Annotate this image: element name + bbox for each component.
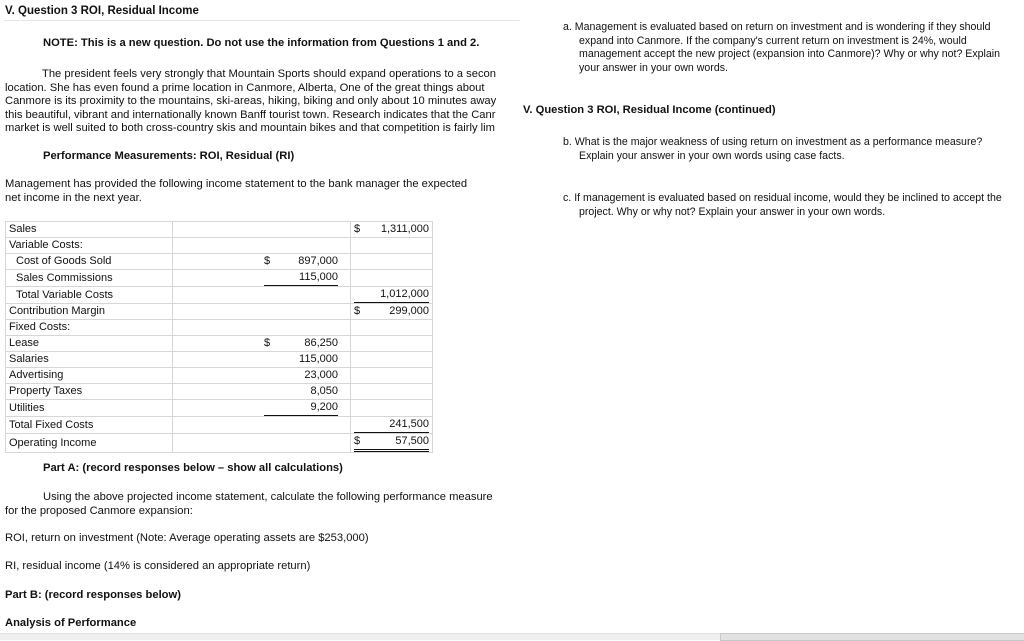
amount-value: 299,000	[389, 305, 429, 317]
question-a	[563, 21, 1018, 75]
table-row	[6, 304, 433, 320]
line-item-label: Advertising	[6, 368, 173, 384]
table-row	[6, 336, 433, 352]
paragraph-line: location. She has even found a prime location in Canmore, Alberta, One of the great things about	[5, 81, 485, 94]
question-letter: c.	[563, 192, 572, 204]
question-c	[563, 192, 1018, 219]
income-statement-table	[5, 221, 433, 453]
note-text: NOTE: This is a new question. Do not use the information from Questions 1 and 2.	[43, 37, 480, 49]
total-amount-cell	[351, 270, 433, 287]
question-text: Management is evaluated based on return on investment and is wondering if they should expand into Canmore. If the company's current return on investment is 24%, would management accept the new project (expansion into Canmore)? Why or why not? Explain your answer in your own words.	[574, 21, 1001, 74]
total-amount-cell	[351, 304, 433, 320]
total-amount-cell	[351, 434, 433, 453]
total-amount-cell	[351, 400, 433, 417]
line-item-label: Fixed Costs:	[6, 320, 173, 336]
table-row	[6, 400, 433, 417]
detail-amount-cell	[173, 417, 351, 434]
line-item-label: Property Taxes	[6, 384, 173, 400]
detail-amount-cell	[173, 238, 351, 254]
total-amount-cell	[351, 287, 433, 304]
table-row	[6, 434, 433, 453]
question-letter: a.	[563, 21, 572, 33]
scenario-paragraph	[5, 68, 506, 136]
amount-value: 241,500	[389, 418, 429, 430]
question-b	[563, 136, 1018, 163]
part-a-heading: Part A: (record responses below – show all calculations)	[43, 462, 343, 474]
roi-prompt: ROI, return on investment (Note: Average operating assets are $253,000)	[5, 532, 369, 544]
line-item-label: Operating Income	[6, 434, 173, 453]
total-amount-cell	[351, 352, 433, 368]
amount-value: 8,050	[310, 385, 338, 397]
detail-amount-cell	[173, 320, 351, 336]
detail-amount-cell	[173, 336, 351, 352]
amount-value: 9,200	[310, 401, 338, 413]
amount-value: 86,250	[304, 337, 338, 349]
currency-symbol: $	[354, 223, 361, 235]
total-amount-cell	[351, 320, 433, 336]
line-item-label: Utilities	[6, 400, 173, 417]
amount-value: 23,000	[304, 369, 338, 381]
paragraph-line: Using the above projected income statement, calculate the following performance measure	[43, 491, 493, 503]
title-divider	[4, 20, 519, 21]
line-item-label: Lease	[6, 336, 173, 352]
paragraph-line: for the proposed Canmore expansion:	[5, 504, 193, 517]
currency-symbol: $	[354, 435, 361, 447]
currency-symbol: $	[264, 255, 271, 267]
table-row	[6, 417, 433, 434]
paragraph-line: Canmore is its proximity to the mountains, ski-areas, hiking, biking and only about 10 minutes away	[5, 95, 497, 107]
analysis-heading: Analysis of Performance	[5, 617, 137, 629]
amount-value: 115,000	[299, 271, 338, 283]
currency-symbol: $	[264, 337, 271, 349]
amount-value: 1,012,000	[380, 288, 429, 300]
detail-amount-cell	[173, 434, 351, 453]
total-amount-cell	[351, 238, 433, 254]
line-item-label: Total Fixed Costs	[6, 417, 173, 434]
detail-amount-cell	[173, 304, 351, 320]
table-row	[6, 254, 433, 270]
total-amount-cell	[351, 336, 433, 352]
continued-heading: V. Question 3 ROI, Residual Income (continued)	[523, 104, 776, 116]
table-row	[6, 270, 433, 287]
question-text: If management is evaluated based on residual income, would they be inclined to accept the project. Why or why not? Explain your answer in your own words.	[574, 192, 1002, 218]
question-title: V. Question 3 ROI, Residual Income	[5, 5, 199, 17]
detail-amount-cell	[173, 352, 351, 368]
paragraph-line: Management has provided the following income statement to the bank manager the expected	[5, 178, 468, 190]
line-item-label: Sales Commissions	[6, 270, 173, 287]
table-row	[6, 384, 433, 400]
part-b-heading: Part B: (record responses below)	[5, 589, 181, 601]
paragraph-line: net income in the next year.	[5, 191, 142, 204]
detail-amount-cell	[173, 400, 351, 417]
question-letter: b.	[563, 136, 572, 148]
total-amount-cell	[351, 222, 433, 238]
amount-value: 57,500	[395, 435, 429, 447]
detail-amount-cell	[173, 222, 351, 238]
amount-value: 1,311,000	[380, 223, 429, 235]
detail-amount-cell	[173, 287, 351, 304]
line-item-label: Cost of Goods Sold	[6, 254, 173, 270]
paragraph-line: The president feels very strongly that Mountain Sports should expand operations to a secon	[42, 68, 496, 80]
detail-amount-cell	[173, 254, 351, 270]
paragraph-line: market is well suited to both cross-country skis and mountain bikes and that competition is fairly lim	[5, 122, 495, 134]
detail-amount-cell	[173, 270, 351, 287]
amount-value: 897,000	[298, 255, 338, 267]
amount-value: 115,000	[299, 353, 338, 365]
total-amount-cell	[351, 384, 433, 400]
management-paragraph	[5, 178, 467, 205]
table-row	[6, 222, 433, 238]
table-row	[6, 368, 433, 384]
question-text: What is the major weakness of using return on investment as a performance measure? Explain your answer in your own words using case facts.	[574, 136, 983, 162]
ri-prompt: RI, residual income (14% is considered an appropriate return)	[5, 560, 311, 572]
currency-symbol: $	[354, 305, 361, 317]
part-a-instructions	[5, 491, 510, 518]
total-amount-cell	[351, 254, 433, 270]
horizontal-scrollbar-thumb[interactable]	[720, 633, 1024, 641]
total-amount-cell	[351, 368, 433, 384]
table-row	[6, 320, 433, 336]
table-row	[6, 238, 433, 254]
detail-amount-cell	[173, 368, 351, 384]
table-row	[6, 287, 433, 304]
performance-heading: Performance Measurements: ROI, Residual (RI)	[43, 150, 295, 162]
detail-amount-cell	[173, 384, 351, 400]
right-worksheet	[520, 0, 1024, 639]
paragraph-line: this beautiful, vibrant and internationally known Banff tourist town. Research indicates that the Canr	[5, 108, 496, 121]
line-item-label: Salaries	[6, 352, 173, 368]
total-amount-cell	[351, 417, 433, 434]
line-item-label: Sales	[6, 222, 173, 238]
line-item-label: Contribution Margin	[6, 304, 173, 320]
line-item-label: Variable Costs:	[6, 238, 173, 254]
table-row	[6, 352, 433, 368]
line-item-label: Total Variable Costs	[6, 287, 173, 304]
